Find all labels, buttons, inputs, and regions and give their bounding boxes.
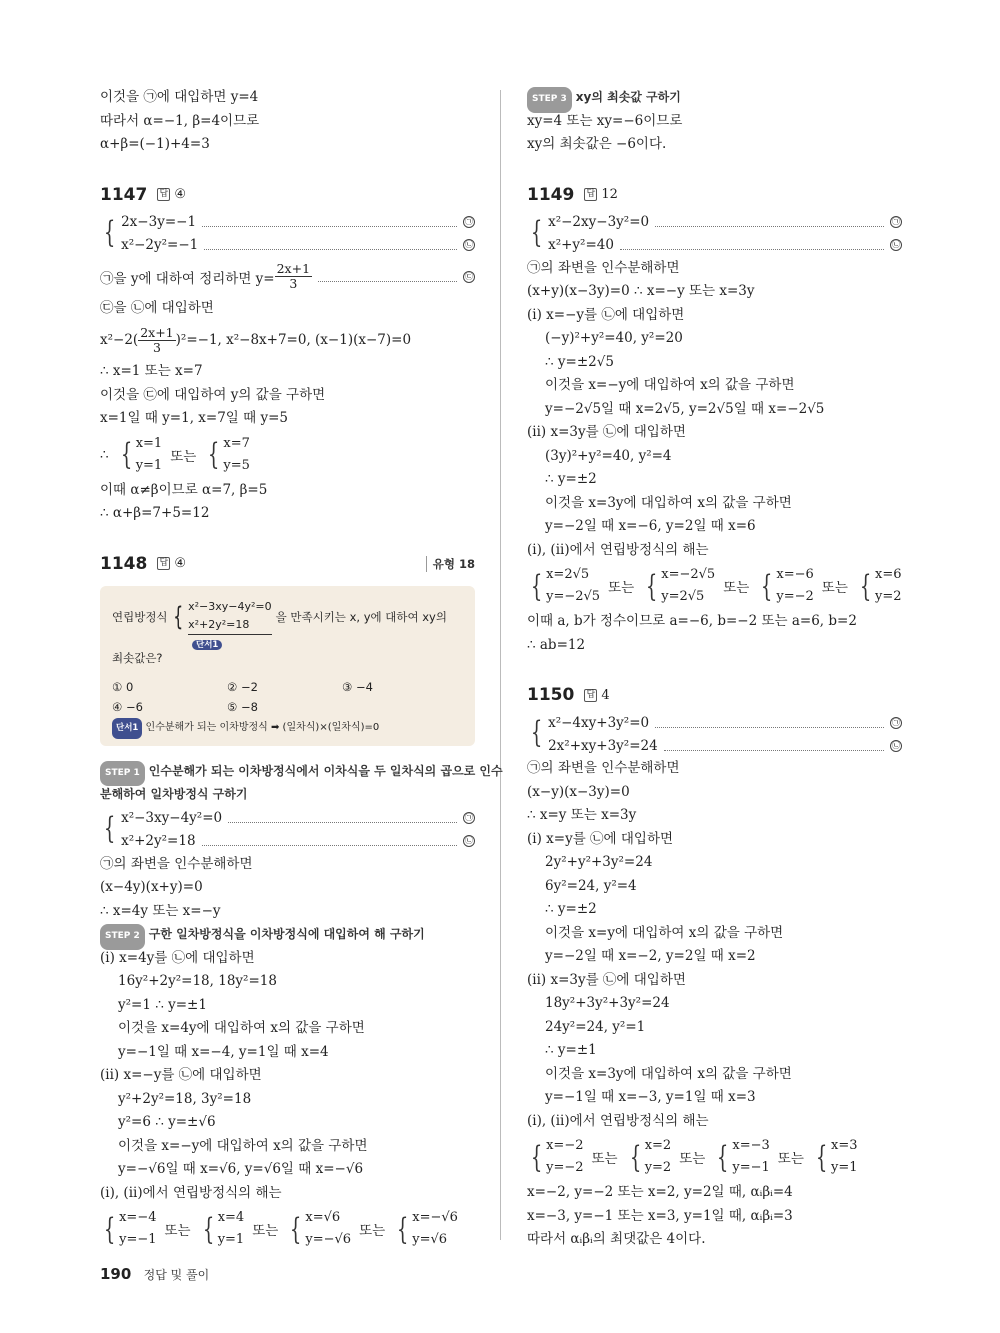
text-line: ㉠의 좌변을 인수분해하면 [527,760,680,776]
text-line: x=−3, y=−1 또는 x=3, y=1일 때, αᵢβᵢ=3 [527,1207,793,1224]
case-x: x=2 [644,1138,672,1153]
text-line: ㉠의 좌변을 인수분해하면 [527,259,680,276]
choice: ② −2 [227,679,258,694]
text-line: (i), (ii)에서 연립방정식의 해는 [527,1112,709,1129]
answer-value: ④ [174,187,186,202]
text-line: (−y)²+y²=40, y²=20 [545,330,683,346]
text-line: 따라서 αᵢβᵢ의 최댓값은 4이다. [527,1231,706,1247]
problem-number: 1150 [527,685,575,705]
or-text: 또는 [679,1151,706,1167]
step-heading [100,760,503,784]
problem-header-1147 [100,181,475,209]
text-line: 24y²=24, y²=1 [545,1018,646,1035]
hint-badge: 단서1 [192,640,222,650]
case-x: x=−2√5 [661,567,716,582]
text: 을 만족시키는 x, y에 대하여 xy의 [275,609,447,624]
text-line: 2y²+y²+3y²=24 [545,854,653,870]
text-line: 이때 a, b가 정수이므로 a=−6, b=−2 또는 a=6, b=2 [527,613,857,629]
problem-number: 1148 [100,553,148,574]
text-line: (i), (ii)에서 연립방정식의 해는 [100,1184,282,1201]
equation: 2x²+xy+3y²=24 [548,737,658,754]
answer-icon: 답 [157,188,170,201]
solution-line [100,257,475,297]
or-text: 또는 [164,1223,191,1239]
step-badge: STEP 3 [527,87,572,113]
or-text: 또는 [359,1223,386,1239]
equation: x²−3xy−4y²=0 [188,600,272,613]
case-y: y=1 [135,457,163,473]
text-line: (i) x=y를 ㉡에 대입하면 [527,830,674,847]
label-circle: ㉠ [892,717,900,727]
hint-line [112,717,463,738]
or-text: 또는 [170,448,197,465]
or-text: 또는 [723,580,750,596]
therefore-symbol: ∴ [100,446,109,463]
equation-system [100,807,475,853]
text-line: ∴ α+β=7+5=12 [100,505,210,521]
or-text: 또는 [777,1151,804,1167]
text-line: (ii) x=3y를 ㉡에 대입하면 [527,424,686,440]
case-y: y=2√5 [661,589,705,604]
case-y: y=−2 [546,1160,584,1175]
text-line: (x−4y)(x+y)=0 [100,879,203,895]
solution-cases: { x=2√5 y=−2√5 또는 { x=−2√5 y=2√5 또는 { x=−6 y=−2 또는 { x=6 y=2 [527,562,902,610]
or-text: 또는 [252,1223,279,1239]
fraction: $\frac{2x+1}{3}$ [276,261,311,291]
case-x: x=3 [830,1138,858,1153]
label-circle: ㉢ [465,271,473,281]
text-line: 이때 α≠β이므로 α=7, β=5 [100,481,268,498]
choices-row [112,697,463,717]
case-y: y=−√6 [305,1232,352,1247]
case-y: y=2 [874,589,902,604]
text-line: 18y²+3y²+3y²=24 [545,995,670,1011]
choice: ④ −6 [112,699,143,714]
step-heading [100,923,475,947]
problem-number: 1147 [100,184,148,205]
case-y: y=√6 [412,1232,448,1247]
equation-line [100,320,475,360]
text-line: (ii) x=3y를 ㉡에 대입하면 [527,971,686,988]
text-line: 따라서 α=−1, β=4이므로 [100,112,260,129]
label-circle: ㉡ [892,740,900,750]
page-footer [100,1265,209,1283]
left-column [100,86,503,1253]
equation: 2x−3y=−1 [121,214,197,230]
or-text: 또는 [591,1151,618,1167]
text-line: ∴ x=4y 또는 x=−y [100,902,221,919]
case-x: x=−6 [776,567,814,582]
equation: x²−4xy+3y²=0 [548,714,650,731]
case-x: x=2√5 [546,567,590,582]
case-x: x=−2 [546,1138,584,1153]
step-text: xy의 최솟값 구하기 [575,90,681,104]
equation: x²−2xy−3y²=0 [548,214,650,230]
text: 연립방정식 [112,609,168,624]
answer-icon: 답 [157,557,170,570]
label-circle: ㉡ [465,836,473,845]
problem-header-1149 [527,181,902,209]
step-text: 분해하여 일차방정식 구하기 [100,787,248,801]
answer-icon: 답 [584,188,597,201]
text-line: ∴ y=±2 [545,471,597,487]
text-line: (x−y)(x−3y)=0 [527,783,630,800]
text: ㉠을 y에 대하여 정리하면 y= [100,270,275,287]
page-number: 190 [100,1265,132,1283]
equation: x²−2y²=−1 [121,237,199,253]
brace-icon: { [530,715,543,750]
text-line: x=1일 때 y=1, x=7일 때 y=5 [100,410,288,426]
case-y: y=−2√5 [546,589,601,604]
case-y: y=2 [644,1160,672,1175]
step-heading [527,86,902,110]
case-y: y=−1 [119,1232,157,1247]
text-line: (i) x=−y를 ㉡에 대입하면 [527,306,685,323]
text-line: xy의 최솟값은 −6이다. [527,136,667,152]
text-line: 16y²+2y²=18, 18y²=18 [118,973,277,989]
footer-title: 정답 및 풀이 [143,1268,210,1282]
text-line: ∴ ab=12 [527,636,586,653]
answer-value: 12 [601,187,618,202]
text-line: y=−√6일 때 x=√6, y=√6일 때 x=−√6 [118,1161,364,1177]
text-line: 이것을 x=4y에 대입하여 x의 값을 구하면 [118,1020,365,1036]
case-x: x=−4 [119,1210,157,1225]
choice: ③ −4 [342,679,373,694]
problem-number: 1149 [527,184,575,205]
question-text: 최솟값은? [112,650,163,665]
step-badge: STEP 1 [100,761,145,787]
label-circle: ㉠ [465,217,473,226]
case-x: x=−3 [732,1138,770,1153]
text-line: α+β=(−1)+4=3 [100,136,210,152]
text-line: 이것을 ㉢에 대입하여 y의 값을 구하면 [100,386,326,403]
case-y: y=1 [217,1232,245,1247]
case-y: y=−1 [732,1160,770,1175]
text-line: ∴ y=±1 [545,1042,597,1058]
text-line: ∴ y=±2√5 [545,353,614,370]
text-line: y=−2√5일 때 x=2√5, y=2√5일 때 x=−2√5 [545,400,825,417]
answer-icon: 답 [584,689,597,702]
text: x²−2( [100,332,139,348]
case-y: y=−2 [776,589,814,604]
solution-cases: ∴ { x=1 y=1 또는 { x=7 y=5 [100,431,475,479]
fraction: $\frac{2x+1}{3}$ [140,324,174,355]
choice: ① 0 [112,679,134,694]
label-circle: ㉡ [892,240,900,249]
text-line: y=−1일 때 x=−4, y=1일 때 x=4 [118,1043,329,1060]
text-line: 6y²=24, y²=4 [545,877,637,894]
equation-system [100,211,475,257]
answer-value: ④ [174,556,186,571]
choices-row [112,677,463,697]
answer-value: 4 [601,687,610,703]
solution-cases: { x=−4 y=−1 또는 { x=4 y=1 또는 { x=√6 y=−√6 또는 { x=−√6 y=√6 [100,1205,475,1253]
case-x: x=6 [874,567,902,582]
text-line: y²+2y²=18, 3y²=18 [118,1090,252,1107]
problem-header-1150 [527,681,902,709]
text-line: 이것을 x=−y에 대입하여 x의 값을 구하면 [545,377,795,393]
text-line: 이것을 x=3y에 대입하여 x의 값을 구하면 [545,1065,792,1082]
text-line: (3y)²+y²=40, y²=4 [545,447,672,464]
or-text: 또는 [821,580,848,596]
text-line: x=−2, y=−2 또는 x=2, y=2일 때, αᵢβᵢ=4 [527,1184,793,1200]
problem-header-1148 [100,550,475,578]
text-line: ∴ y=±2 [545,901,597,917]
equation: x²−3xy−4y²=0 [121,810,223,826]
text-line: ∴ x=y 또는 x=3y [527,807,637,823]
label-circle: ㉡ [465,240,473,249]
text-line: ㉠의 좌변을 인수분해하면 [100,855,253,872]
case-x: x=√6 [305,1210,341,1225]
text-line: 이것을 x=3y에 대입하여 x의 값을 구하면 [545,494,792,511]
text-line: 이것을 x=−y에 대입하여 x의 값을 구하면 [118,1137,368,1154]
label-circle: ㉠ [892,217,900,226]
text-line: (i), (ii)에서 연립방정식의 해는 [527,541,709,558]
brace-icon: { [103,214,116,250]
text-line: xy=4 또는 xy=−6이므로 [527,112,683,129]
step-badge: STEP 2 [100,924,145,950]
brace-icon: { [103,810,116,846]
equation: x²+y²=40 [548,237,614,253]
type-tag: 유형 18 [426,556,475,572]
text-line: (ii) x=−y를 ㉡에 대입하면 [100,1067,262,1083]
equation-system [527,211,902,257]
equation: x²+2y²=18 [188,618,250,631]
case-x: x=4 [217,1210,245,1225]
solution-cases: { x=−2 y=−2 또는 { x=2 y=2 또는 { x=−3 y=−1 또는 { x=3 y=1 [527,1133,902,1181]
text-line: 이것을 ㉠에 대입하면 y=4 [100,89,259,105]
hint-badge: 단서1 [112,718,142,739]
step-text: 구한 일차방정식을 이차방정식에 대입하여 해 구하기 [148,927,425,941]
text-line: (i) x=4y를 ㉡에 대입하면 [100,949,255,966]
text-line: (x+y)(x−3y)=0 ∴ x=−y 또는 x=3y [527,283,755,299]
hint-text: 인수분해가 되는 이차방정식 ➡ (일차식)×(일차식)=0 [145,721,380,733]
case-x: x=−√6 [412,1210,458,1225]
text-line: y²=1 ∴ y=±1 [118,996,207,1013]
equation: x²+2y²=18 [121,833,196,849]
or-text: 또는 [608,580,635,596]
text-line: ㉢을 ㉡에 대입하면 [100,299,214,316]
text-line: y=−2일 때 x=−2, y=2일 때 x=2 [545,948,756,964]
text-line: y=−2일 때 x=−6, y=2일 때 x=6 [545,518,756,534]
column-divider [500,90,501,1240]
text: )²=−1, x²−8x+7=0, (x−1)(x−7)=0 [175,332,412,348]
case-y: y=5 [223,457,250,473]
right-column [527,86,902,1252]
brace-icon: { [530,214,543,250]
text-line: y=−1일 때 x=−3, y=1일 때 x=3 [545,1089,756,1105]
case-x: x=7 [223,435,250,451]
text-line: 이것을 x=y에 대입하여 x의 값을 구하면 [545,924,784,941]
text-line: y²=6 ∴ y=±√6 [118,1114,216,1130]
step-text: 인수분해가 되는 이차방정식에서 이차식을 두 일차식의 곱으로 인수 [148,763,503,778]
label-circle: ㉠ [465,813,473,822]
equation-system [527,711,902,757]
choice: ⑤ −8 [227,699,258,714]
problem-box: 연립방정식 { x²−3xy−4y²=0 x²+2y²=18 을 만족시키는 x, y에 대하여 xy의 단서1 최솟값은? ① 0 ② −2 ③ −4 ④ −6 ⑤ −8 단서1 인수분해가 되는 이차방정식 ➡ (일차식)×(일차식)=0 [100,586,475,746]
text-line: ∴ x=1 또는 x=7 [100,363,203,379]
case-x: x=1 [135,435,163,451]
case-y: y=1 [830,1160,858,1175]
